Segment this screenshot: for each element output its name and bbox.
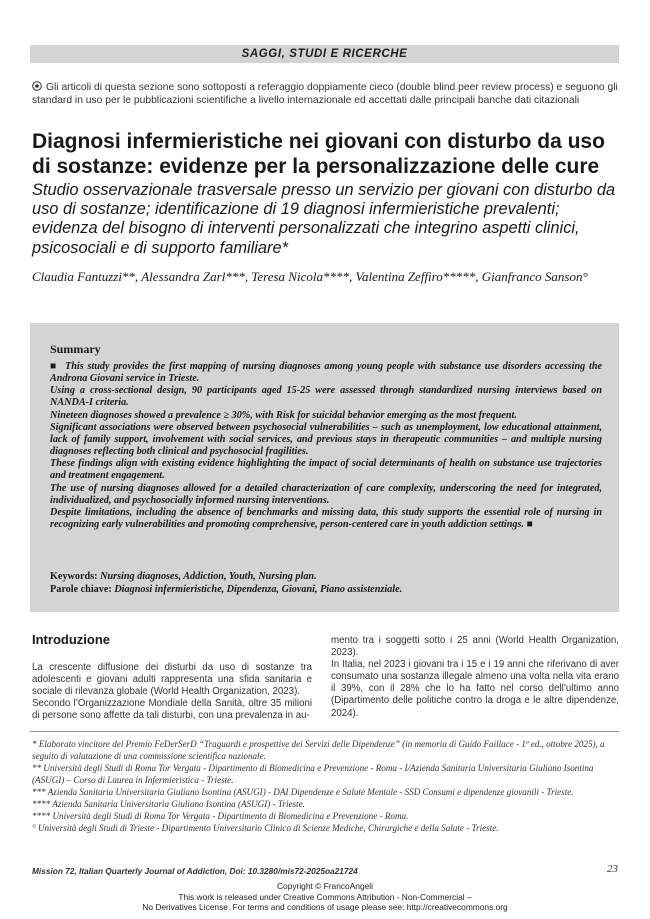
open-access-icon xyxy=(32,81,42,91)
authors: Claudia Fantuzzi**, Alessandra Zarl***, Teresa Nicola****, Valentina Zeffiro*****, Gianfranco Sanson° xyxy=(32,269,588,284)
summary-paragraph: Nineteen diagnoses showed a prevalence ≥ 30%, with Risk for suicidal behavior emerging as the most frequent. xyxy=(50,409,517,421)
journal-citation: Mission 72, Italian Quarterly Journal of Addiction, Doi: 10.3280/mis72-2025oa21724 xyxy=(32,866,358,876)
intro-left-column xyxy=(32,662,312,722)
intro-paragraph: La crescente diffusione dei disturbi da uso di sostanze tra adolescenti e giovani adulti rappresenta una sfida sanitaria e sociale di rilevanza globale (World Health Organization, 2023). xyxy=(32,662,312,698)
keywords-line xyxy=(50,570,602,583)
keywords-value: Nursing diagnoses, Addiction, Youth, Nursing plan. xyxy=(100,571,317,582)
copyright-line: Copyright © FrancoAngeli xyxy=(276,881,373,891)
article-subtitle: Studio osservazionale trasversale presso un servizio per giovani con disturbo da uso di sostanze; identificazione di 19 diagnosi infermieristiche prevalenti; evidenza del bisogno di interventi personalizzati che integrino aspetti clinici, psicosociali e di supporto familiare* xyxy=(32,181,616,257)
footnote: ** Università degli Studi di Roma Tor Vergata - Dipartimento di Biomedicina e Prevenzione - Roma - I/Azienda Sanitaria Universitaria Giuliano Isontina (ASUGI) – Corso di Laurea in Infermieristica - Trieste. xyxy=(32,763,594,786)
end-square-marker: ■ xyxy=(526,519,533,531)
summary-paragraph: Despite limitations, including the absence of benchmarks and missing data, this study supports the essential role of nursing in recognizing early vulnerabilities and promoting comprehensive, person-centered care in youth addiction settings. ■ xyxy=(50,506,602,531)
intro-paragraph: In Italia, nel 2023 i giovani tra i 15 e i 19 anni che riferivano di aver consumato una sostanza illegale almeno una volta nella vita erano il 39%, con il 28% che lo ha fatto nel corso dell’ultimo anno (Dipartimento delle politiche contro la droga e le altre dipendenze, 2024). xyxy=(331,659,619,719)
keywords-label: Keywords: xyxy=(50,571,98,582)
article-title: Diagnosi infermieristiche nei giovani con disturbo da uso di sostanze: evidenze per la personalizzazione delle cure xyxy=(32,130,605,178)
summary-paragraph: The use of nursing diagnoses allowed for a detailed characterization of care complexity, underscoring the need for integrated, individualized, and psychosocially informed nursing interventions. xyxy=(50,482,602,506)
intro-paragraph: Secondo l’Organizzazione Mondiale della Sanità, oltre 35 milioni di persone sono affette da tali disturbi, con una prevalenza in au- xyxy=(32,698,312,722)
parole-chiave-line xyxy=(50,583,602,596)
parole-chiave-value: Diagnosi infermieristiche, Dipendenza, Giovani, Piano assistenziale. xyxy=(114,584,403,596)
summary-paragraph: These findings align with existing evidence highlighting the impact of social determinants of health on substance use trajectories and treatment engagement. xyxy=(50,458,602,482)
summary-body xyxy=(50,361,602,531)
copyright-notice xyxy=(0,881,650,913)
intro-heading: Introduzione xyxy=(32,632,110,647)
summary-paragraph: Using a cross-sectional design, 90 participants aged 15-25 were assessed through standardized nursing interviews based on NANDA-I criteria. xyxy=(50,385,602,409)
keywords-block xyxy=(50,570,602,597)
summary-paragraph: ■ This study provides the first mapping of nursing diagnoses among young people with substance use disorders accessing the Androna Giovani service in Trieste. xyxy=(50,361,603,385)
intro-paragraph: mento tra i soggetti sotto i 25 anni (World Health Organization, 2023). xyxy=(331,635,619,659)
start-square-marker: ■ xyxy=(50,361,58,372)
license-line: This work is released under Creative Commons Attribution - Non-Commercial – xyxy=(178,891,472,902)
peer-review-note xyxy=(32,81,622,107)
footnote: * Elaborato vincitore del Premio FeDerSerD “Traguardi e prospettive dei Servizi delle Dipendenze” (in memoria di Guido Faillace - 1ª ed., ottobre 2025), a seguito di valutazione di una commissione scientifica nazionale. xyxy=(32,739,605,762)
footnote: *** Azienda Sanitaria Universitaria Giuliano Isontina (ASUGI) - DAI Dipendenze e Salute Mentale - SSD Consumi e dipendenze giovanili - Trieste. xyxy=(32,787,574,798)
page-number: 23 xyxy=(607,863,618,875)
footnote: ° Università degli Studi di Trieste - Dipartimento Universitario Clinico di Scienze Mediche, Chirurgiche e della Salute - Trieste. xyxy=(32,823,499,834)
footnote: **** Azienda Sanitaria Universitaria Giuliano Isontina (ASUGI) - Trieste. xyxy=(32,799,305,810)
parole-chiave-label: Parole chiave: xyxy=(50,584,112,596)
footnotes xyxy=(32,738,620,834)
intro-right-column xyxy=(331,635,619,720)
footnote-divider xyxy=(30,731,619,732)
footnote: **** Università degli Studi di Roma Tor Vergata - Dipartimento di Biomedicina e Prevenzione - Roma. xyxy=(32,811,409,822)
section-label: SAGGI, STUDI E RICERCHE xyxy=(30,45,619,63)
summary-paragraph: Significant associations were observed between psychosocial vulnerabilities – such as unemployment, low educational attainment, lack of family support, involvement with social services, and previous stays in therapeutic communities – and multiple nursing diagnoses reflecting both clinical and psychosocial fragilities. xyxy=(50,421,602,458)
summary-heading: Summary xyxy=(50,342,101,356)
license-terms-link[interactable]: No Derivatives License. For terms and conditions of usage please see: http://creativecommons.org xyxy=(142,902,508,912)
peer-review-text: Gli articoli di questa sezione sono sottoposti a referaggio doppiamente cieco (double blind peer review process) e seguono gli standard in uso per le pubblicazioni scientifiche a livello internazionale ed accettati dalle principali banche dati citazionali xyxy=(32,82,618,106)
